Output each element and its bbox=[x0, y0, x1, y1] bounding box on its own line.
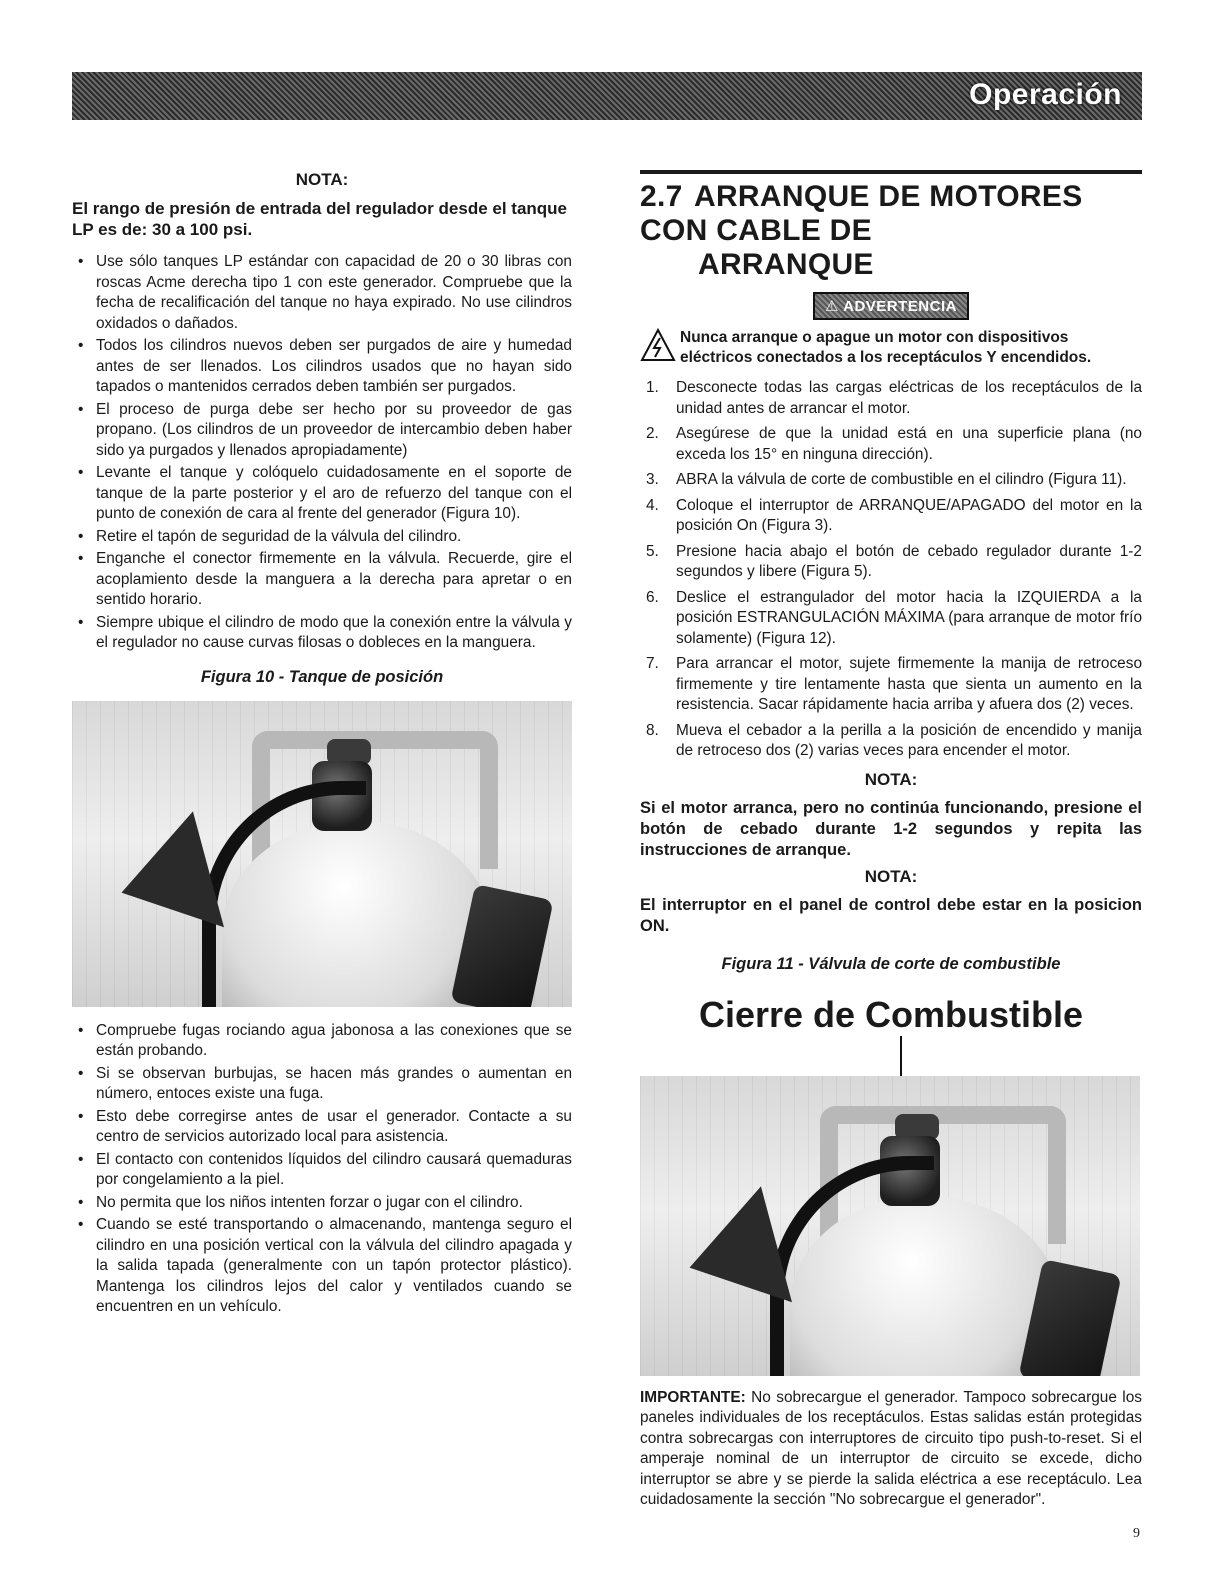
list-item: • Siempre ubique el cilindro de modo que la conexión entre la válvula y el regulador no cause curvas filosas o dobleces en la manguera. bbox=[72, 613, 572, 654]
section-title-line1: ARRANQUE DE MOTORES CON CABLE DE bbox=[640, 180, 1083, 247]
list-item: • Compruebe fugas rociando agua jabonosa a las conexiones que se están probando. bbox=[72, 1021, 572, 1062]
list-item: • Use sólo tanques LP estándar con capacidad de 20 o 30 libras con roscas Acme derecha tipo 1 con este generador. Compruebe que la fecha de recalificación del tanque no haya expirado. No use cilindros oxidados o dañados. bbox=[72, 252, 572, 334]
header-bar bbox=[72, 72, 1142, 120]
electric-hazard-icon bbox=[640, 328, 676, 362]
section-rule bbox=[640, 170, 1142, 174]
bullet-list-top bbox=[72, 252, 572, 654]
section-title-line2: ARRANQUE bbox=[698, 248, 874, 281]
importante-label: IMPORTANTE: bbox=[640, 1388, 746, 1406]
list-item: • No permita que los niños intenten forzar o jugar con el cilindro. bbox=[72, 1193, 572, 1214]
list-item: 4. Coloque el interruptor de ARRANQUE/APAGADO del motor en la posición On (Figura 3). bbox=[646, 496, 1142, 534]
nota1-text: Si el motor arranca, pero no continúa funcionando, presione el botón de cebado durante 1-2 segundos y repita las instrucciones de arranque. bbox=[640, 798, 1142, 859]
warning-triangle-icon: ⚠ bbox=[825, 298, 844, 315]
list-item: • El contacto con contenidos líquidos del cilindro causará quemaduras por congelamiento a la piel. bbox=[72, 1150, 572, 1191]
bullet-list-bottom bbox=[72, 1021, 572, 1318]
fuel-valve-photo bbox=[640, 1076, 1140, 1376]
tank-position-photo bbox=[72, 701, 572, 1007]
list-item: • Levante el tanque y colóquelo cuidadosamente en el soporte de tanque de la parte posterior y el aro de refuerzo del tanque con el punto de conexión de cara al frente del generador (Figura 10). bbox=[72, 463, 572, 525]
warning-badge bbox=[813, 292, 969, 320]
start-steps-list bbox=[640, 378, 1142, 762]
nota2-label: NOTA: bbox=[864, 866, 918, 886]
figure-10-caption: Figura 10 - Tanque de posición bbox=[200, 667, 444, 686]
list-item: 3. ABRA la válvula de corte de combustible en el cilindro (Figura 11). bbox=[646, 471, 1127, 488]
list-item: 2. Asegúrese de que la unidad está en una superficie plana (no exceda los 15° en ninguna dirección). bbox=[646, 425, 1142, 463]
list-item: • El proceso de purga debe ser hecho por su proveedor de gas propano. (Los cilindros de un proveedor de intercambio deben haber sido ya purgados y llenados apropiadamente) bbox=[72, 400, 572, 462]
warning-label: ADVERTENCIA bbox=[843, 298, 957, 315]
nota1-label: NOTA: bbox=[864, 769, 918, 789]
list-item: • Esto debe corregirse antes de usar el generador. Contacte a su centro de servicios autorizado local para asistencia. bbox=[72, 1107, 572, 1148]
figure-11-caption: Figura 11 - Válvula de corte de combustible bbox=[721, 954, 1061, 973]
warning-text: Nunca arranque o apague un motor con dispositivos eléctricos conectados a los receptáculos Y encendidos. bbox=[680, 329, 1092, 366]
nota-label: NOTA: bbox=[295, 170, 349, 189]
importante-paragraph bbox=[640, 1388, 1142, 1511]
list-item: 5. Presione hacia abajo el botón de cebado regulador durante 1-2 segundos y libere (Figura 5). bbox=[646, 542, 1142, 580]
nota-text: El rango de presión de entrada del regulador desde el tanque LP es de: 30 a 100 psi. bbox=[72, 199, 568, 239]
list-item: • Enganche el conector firmemente en la válvula. Recuerde, gire el acoplamiento desde la manguera a la derecha para apretar o en sentido horario. bbox=[72, 549, 572, 611]
list-item: 8. Mueva el cebador a la perilla a la posición de encendido y manija de retroceso dos (2) varias veces para encender el motor. bbox=[646, 721, 1142, 759]
pointer-line bbox=[900, 1036, 902, 1076]
list-item: 1. Desconecte todas las cargas eléctricas de los receptáculos de la unidad antes de arrancar el motor. bbox=[646, 379, 1142, 417]
page-section-title: Operación bbox=[969, 78, 1122, 111]
warning-row bbox=[640, 328, 1142, 368]
figure-title: Cierre de Combustible bbox=[698, 993, 1084, 1035]
list-item: • Retire el tapón de seguridad de la válvula del cilindro. bbox=[72, 527, 572, 548]
right-column bbox=[640, 170, 1142, 1526]
list-item: • Si se observan burbujas, se hacen más grandes o aumentan en número, entoces existe una fuga. bbox=[72, 1064, 572, 1105]
importante-text: No sobrecargue el generador. Tampoco sobrecargue los paneles individuales de los receptáculos. Estas salidas están protegidas contra sobrecargas con interruptores de circuito tipo push-to-reset. Si el amperaje nominal de un interruptor de circuito se excede, dicho interruptor se abre y se pierde la salida eléctrica a ese receptáculo. Lea cuidadosamente la sección "No sobrecargue el generador". bbox=[640, 1388, 1142, 1508]
left-column bbox=[72, 170, 572, 1320]
section-number: 2.7 bbox=[640, 180, 683, 213]
list-item: 6. Deslice el estrangulador del motor hacia la IZQUIERDA a la posición ESTRANGULACIÓN MÁXIMA (para arranque de motor frío solamente) (Figura 12). bbox=[646, 588, 1142, 647]
list-item: • Todos los cilindros nuevos deben ser purgados de aire y humedad antes de ser llenados. Los cilindros usados que no hayan sido tapados o mantenidos cerrados deben también ser purgados. bbox=[72, 336, 572, 398]
warning-box-wrap bbox=[640, 292, 1142, 320]
section-heading bbox=[640, 180, 1142, 282]
list-item: • Cuando se esté transportando o almacenando, mantenga seguro el cilindro en una posición vertical con la válvula del cilindro apagada y la salida tapada (generalmente con un tapón protector plástico). Mantenga los cilindros lejos del calor y ventilados cuando se encuentren en un vehículo. bbox=[72, 1215, 572, 1318]
list-item: 7. Para arrancar el motor, sujete firmemente la manija de retroceso firmemente y tire lentamente hasta que sienta un aumento en la resistencia. Sacar rápidamente hacia arriba y afuera dos (2) veces. bbox=[646, 655, 1142, 713]
nota2-text: El interruptor en el panel de control debe estar en la posicion ON. bbox=[640, 895, 1142, 935]
page-number: 9 bbox=[1133, 1526, 1140, 1541]
